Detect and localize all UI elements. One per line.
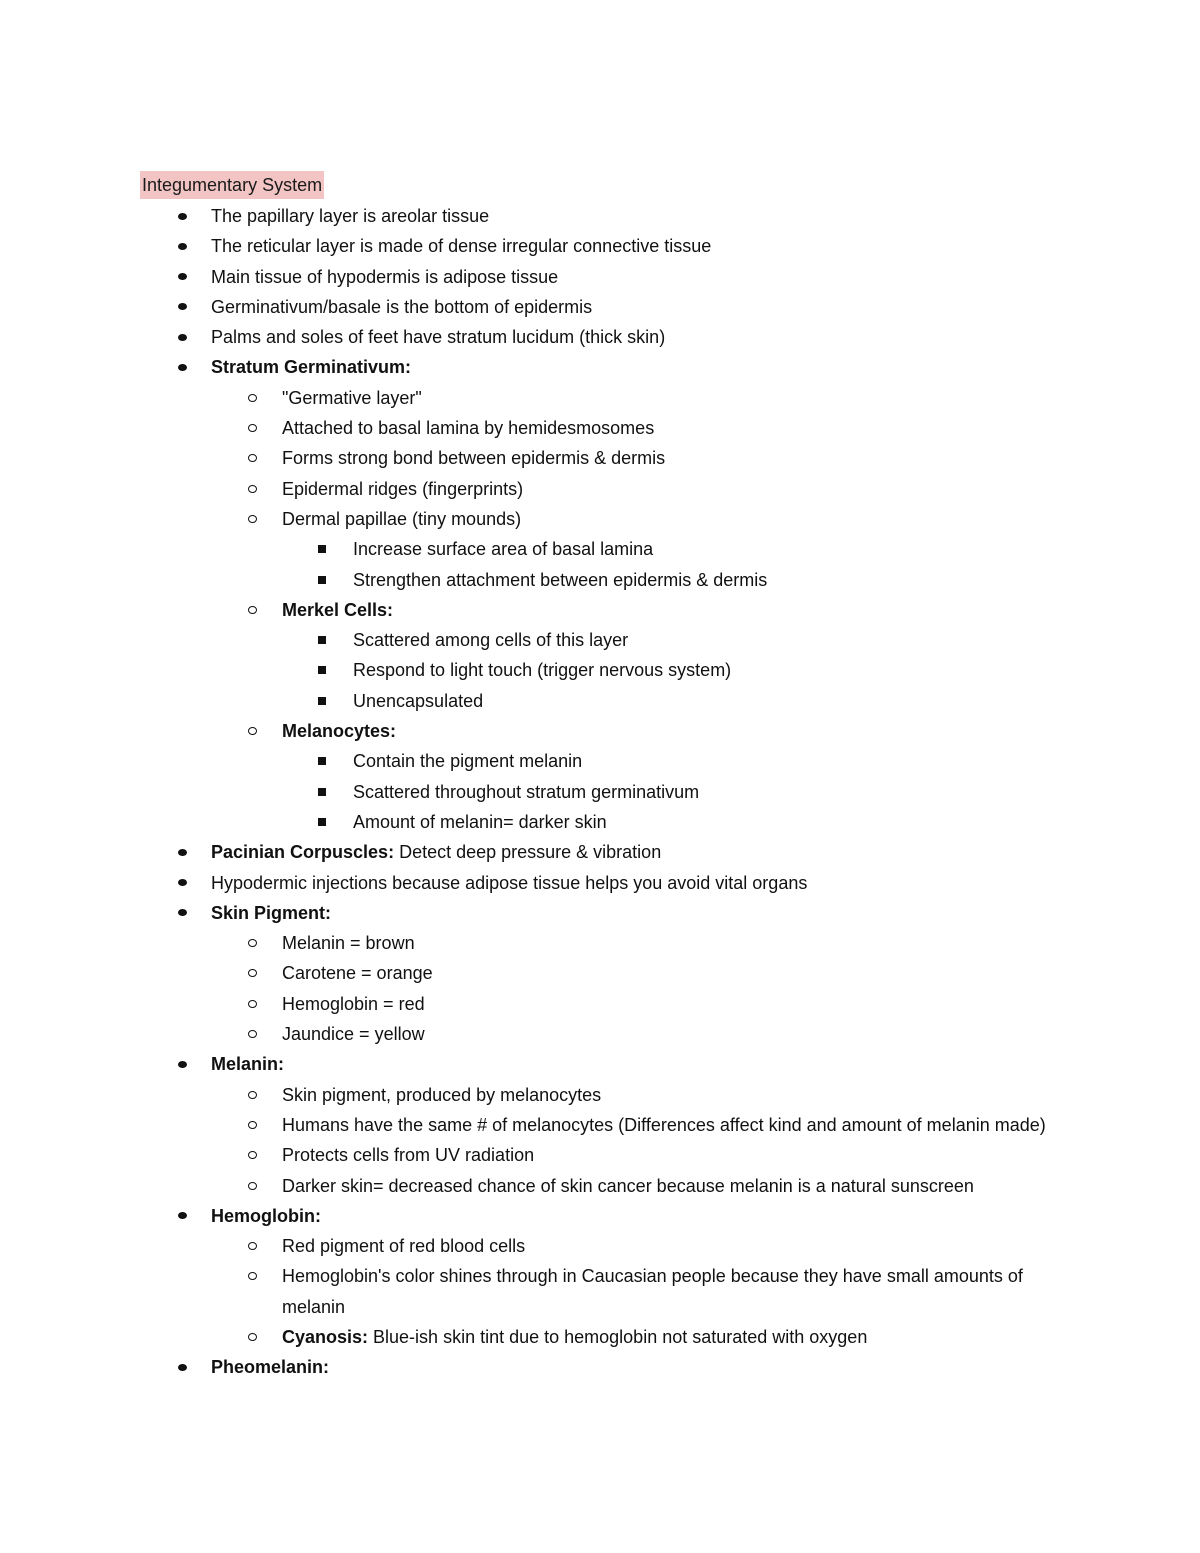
notes-list bbox=[0, 201, 1200, 1383]
hollow-circle-bullet-icon bbox=[248, 595, 257, 625]
hollow-circle-bullet-icon bbox=[248, 443, 257, 473]
list-item-text bbox=[211, 1049, 1200, 1079]
list-item-text bbox=[353, 686, 1200, 716]
list-item-level-0 bbox=[0, 898, 1200, 928]
list-item-text bbox=[282, 1140, 1072, 1170]
list-item-level-2 bbox=[0, 807, 1200, 837]
list-item-text bbox=[353, 777, 1200, 807]
hollow-circle-bullet-icon bbox=[248, 1110, 257, 1140]
list-item-text bbox=[211, 1201, 1200, 1231]
square-bullet-icon bbox=[318, 746, 326, 776]
list-item-level-1 bbox=[0, 716, 1200, 746]
list-item-level-1 bbox=[0, 1080, 1200, 1110]
list-item-body: Hemoglobin's color shines through in Caucasian people because they have small amounts of melanin bbox=[282, 1266, 1028, 1317]
list-item-body: Respond to light touch (trigger nervous system) bbox=[353, 660, 732, 681]
square-bullet-icon bbox=[318, 534, 326, 564]
list-item-level-1 bbox=[0, 1019, 1200, 1049]
list-item-level-0 bbox=[0, 322, 1200, 352]
list-item-text bbox=[353, 565, 1200, 595]
list-item-body: Germinativum/basale is the bottom of epidermis bbox=[211, 296, 593, 317]
list-item-text bbox=[282, 1110, 1072, 1140]
list-item-level-0 bbox=[0, 231, 1200, 261]
list-item-text bbox=[211, 837, 1200, 867]
list-item-level-1 bbox=[0, 928, 1200, 958]
list-item-text bbox=[211, 1352, 1200, 1382]
list-item-text bbox=[282, 1322, 1072, 1352]
list-item-heading: Melanocytes: bbox=[282, 721, 397, 742]
list-item-text bbox=[282, 1080, 1072, 1110]
hollow-circle-bullet-icon bbox=[248, 383, 257, 413]
hollow-circle-bullet-icon bbox=[248, 989, 257, 1019]
list-item-text bbox=[353, 746, 1200, 776]
filled-bullet-icon bbox=[178, 322, 187, 352]
list-item-text bbox=[353, 655, 1200, 685]
list-item-level-1 bbox=[0, 958, 1200, 988]
list-item-level-0 bbox=[0, 1049, 1200, 1079]
list-item-text bbox=[282, 413, 1072, 443]
list-item-level-0 bbox=[0, 868, 1200, 898]
list-item-level-1 bbox=[0, 1140, 1200, 1170]
square-bullet-icon bbox=[318, 565, 326, 595]
list-item-text bbox=[282, 595, 1072, 625]
filled-bullet-icon bbox=[178, 1201, 187, 1231]
filled-bullet-icon bbox=[178, 1352, 187, 1382]
list-item-body: Carotene = orange bbox=[282, 963, 433, 984]
list-item-text bbox=[211, 231, 1200, 261]
list-item-level-1 bbox=[0, 383, 1200, 413]
square-bullet-icon bbox=[318, 686, 326, 716]
list-item-body: Strengthen attachment between epidermis & dermis bbox=[353, 569, 768, 590]
list-item-text bbox=[282, 1171, 1072, 1201]
document-title: Integumentary System bbox=[140, 171, 324, 199]
list-item-body: Protects cells from UV radiation bbox=[282, 1145, 535, 1166]
list-item-body: Skin pigment, produced by melanocytes bbox=[282, 1084, 602, 1105]
list-item-body: Scattered among cells of this layer bbox=[353, 630, 629, 651]
hollow-circle-bullet-icon bbox=[248, 958, 257, 988]
hollow-circle-bullet-icon bbox=[248, 474, 257, 504]
list-item-body: Attached to basal lamina by hemidesmosomes bbox=[282, 418, 655, 439]
list-item-text bbox=[282, 504, 1072, 534]
list-item-text bbox=[282, 383, 1072, 413]
square-bullet-icon bbox=[318, 807, 326, 837]
list-item-body: "Germative layer" bbox=[282, 387, 422, 408]
list-item-body: The reticular layer is made of dense irregular connective tissue bbox=[211, 236, 712, 257]
filled-bullet-icon bbox=[178, 201, 187, 231]
list-item-body: Amount of melanin= darker skin bbox=[353, 811, 607, 832]
list-item-text bbox=[282, 1261, 1072, 1322]
document-title-container bbox=[140, 171, 324, 201]
list-item-body: Jaundice = yellow bbox=[282, 1024, 425, 1045]
list-item-level-1 bbox=[0, 504, 1200, 534]
list-item-heading: Merkel Cells: bbox=[282, 599, 394, 620]
square-bullet-icon bbox=[318, 777, 326, 807]
list-item-level-1 bbox=[0, 443, 1200, 473]
list-item-text bbox=[282, 474, 1072, 504]
list-item-body: Red pigment of red blood cells bbox=[282, 1236, 526, 1257]
list-item-heading: Pheomelanin: bbox=[211, 1357, 330, 1378]
list-item-level-0 bbox=[0, 1352, 1200, 1382]
hollow-circle-bullet-icon bbox=[248, 1019, 257, 1049]
hollow-circle-bullet-icon bbox=[248, 716, 257, 746]
hollow-circle-bullet-icon bbox=[248, 1261, 257, 1291]
hollow-circle-bullet-icon bbox=[248, 1140, 257, 1170]
list-item-level-1 bbox=[0, 1322, 1200, 1352]
list-item-level-1 bbox=[0, 1110, 1200, 1140]
filled-bullet-icon bbox=[178, 292, 187, 322]
list-item-level-2 bbox=[0, 777, 1200, 807]
list-item-level-1 bbox=[0, 1171, 1200, 1201]
list-item-text bbox=[282, 958, 1072, 988]
hollow-circle-bullet-icon bbox=[248, 1080, 257, 1110]
list-item-body: Dermal papillae (tiny mounds) bbox=[282, 508, 522, 529]
filled-bullet-icon bbox=[178, 352, 187, 382]
list-item-level-2 bbox=[0, 534, 1200, 564]
list-item-level-0 bbox=[0, 201, 1200, 231]
list-item-text bbox=[211, 292, 1200, 322]
list-item-level-1 bbox=[0, 595, 1200, 625]
list-item-body: Humans have the same # of melanocytes (Differences affect kind and amount of melanin made) bbox=[282, 1114, 1046, 1135]
list-item-text bbox=[211, 262, 1200, 292]
list-item-body: Palms and soles of feet have stratum lucidum (thick skin) bbox=[211, 327, 666, 348]
filled-bullet-icon bbox=[178, 868, 187, 898]
list-item-body: Detect deep pressure & vibration bbox=[394, 842, 662, 863]
list-item-body: Melanin = brown bbox=[282, 933, 415, 954]
list-item-body: Increase surface area of basal lamina bbox=[353, 539, 654, 560]
list-item-text bbox=[282, 928, 1072, 958]
list-item-level-0 bbox=[0, 837, 1200, 867]
list-item-level-0 bbox=[0, 262, 1200, 292]
list-item-text bbox=[211, 898, 1200, 928]
list-item-level-1 bbox=[0, 474, 1200, 504]
filled-bullet-icon bbox=[178, 262, 187, 292]
hollow-circle-bullet-icon bbox=[248, 1322, 257, 1352]
list-item-level-2 bbox=[0, 655, 1200, 685]
list-item-text bbox=[282, 716, 1072, 746]
list-item-text bbox=[353, 534, 1200, 564]
list-item-text bbox=[282, 1019, 1072, 1049]
list-item-text bbox=[353, 625, 1200, 655]
list-item-level-0 bbox=[0, 292, 1200, 322]
list-item-text bbox=[211, 868, 1200, 898]
list-item-heading: Pacinian Corpuscles: bbox=[211, 842, 395, 863]
list-item-body: Epidermal ridges (fingerprints) bbox=[282, 478, 524, 499]
list-item-body: The papillary layer is areolar tissue bbox=[211, 206, 490, 226]
list-item-body: Contain the pigment melanin bbox=[353, 751, 583, 772]
list-item-body: Hypodermic injections because adipose tissue helps you avoid vital organs bbox=[211, 872, 808, 893]
list-item-body: Forms strong bond between epidermis & dermis bbox=[282, 448, 666, 469]
list-item-body: Hemoglobin = red bbox=[282, 993, 425, 1014]
list-item-text bbox=[282, 443, 1072, 473]
list-item-text bbox=[353, 807, 1200, 837]
list-item-body: Darker skin= decreased chance of skin cancer because melanin is a natural sunscreen bbox=[282, 1175, 974, 1196]
hollow-circle-bullet-icon bbox=[248, 1171, 257, 1201]
list-item-body: Unencapsulated bbox=[353, 690, 484, 711]
list-item-level-0 bbox=[0, 1201, 1200, 1231]
list-item-level-0 bbox=[0, 352, 1200, 382]
list-item-level-2 bbox=[0, 625, 1200, 655]
list-item-level-1 bbox=[0, 1261, 1200, 1322]
filled-bullet-icon bbox=[178, 1049, 187, 1079]
list-item-heading: Skin Pigment: bbox=[211, 902, 332, 923]
list-item-heading: Melanin: bbox=[211, 1054, 285, 1075]
list-item-text bbox=[282, 1231, 1072, 1261]
list-item-body: Blue-ish skin tint due to hemoglobin not saturated with oxygen bbox=[368, 1326, 868, 1347]
list-item-level-1 bbox=[0, 413, 1200, 443]
filled-bullet-icon bbox=[178, 837, 187, 867]
list-item-body: Main tissue of hypodermis is adipose tissue bbox=[211, 266, 559, 287]
list-item-text bbox=[211, 352, 1200, 382]
filled-bullet-icon bbox=[178, 898, 187, 928]
list-item-level-2 bbox=[0, 565, 1200, 595]
list-item-heading: Stratum Germinativum: bbox=[211, 357, 412, 378]
hollow-circle-bullet-icon bbox=[248, 504, 257, 534]
list-item-level-1 bbox=[0, 989, 1200, 1019]
list-item-body: Scattered throughout stratum germinativum bbox=[353, 781, 700, 802]
list-item-text bbox=[211, 322, 1200, 352]
list-item-text bbox=[282, 989, 1072, 1019]
list-item-level-1 bbox=[0, 1231, 1200, 1261]
hollow-circle-bullet-icon bbox=[248, 413, 257, 443]
list-item-level-2 bbox=[0, 686, 1200, 716]
hollow-circle-bullet-icon bbox=[248, 1231, 257, 1261]
list-item-level-2 bbox=[0, 746, 1200, 776]
hollow-circle-bullet-icon bbox=[248, 928, 257, 958]
square-bullet-icon bbox=[318, 625, 326, 655]
filled-bullet-icon bbox=[178, 231, 187, 261]
list-item-text bbox=[211, 201, 1200, 231]
square-bullet-icon bbox=[318, 655, 326, 685]
list-item-heading: Cyanosis: bbox=[282, 1326, 369, 1347]
list-item-heading: Hemoglobin: bbox=[211, 1205, 321, 1226]
